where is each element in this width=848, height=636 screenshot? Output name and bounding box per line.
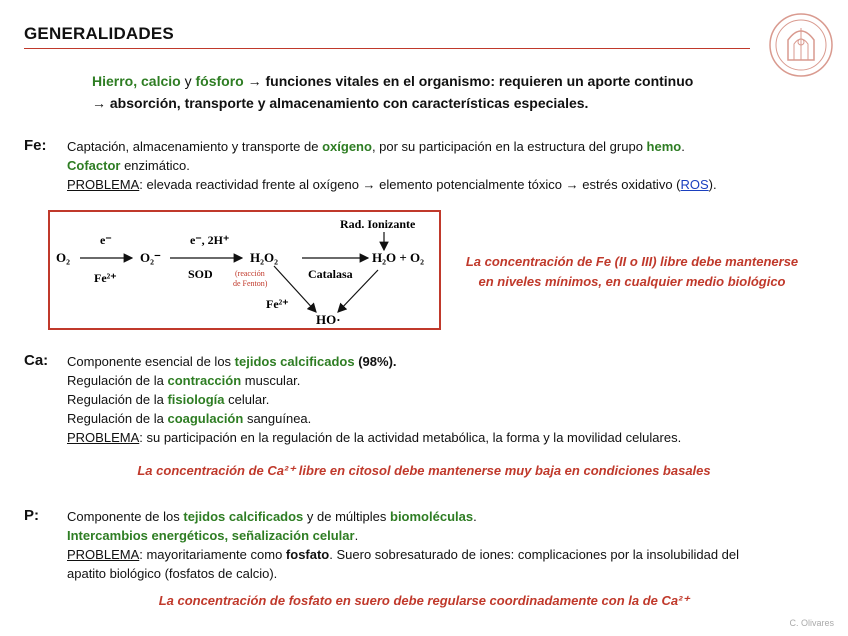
- fenton-label-2: de Fenton): [233, 279, 268, 288]
- author-footer: C. Olivares: [789, 618, 834, 628]
- title-divider: [24, 48, 750, 49]
- intro-line-2: → absorción, transporte y almacenamiento con características especiales.: [92, 95, 589, 111]
- o2-label: O₂: [56, 250, 71, 265]
- page-title: GENERALIDADES: [24, 24, 174, 43]
- fe-tag: Fe:: [24, 137, 47, 154]
- intro-line-1: Hierro, calcio y fósforo → funciones vitales en el organismo: requieren un aporte continuo: [92, 73, 694, 89]
- superoxide-label: O₂⁻: [140, 250, 161, 265]
- ca-tag: Ca:: [24, 352, 49, 369]
- e-label: e⁻: [100, 233, 112, 247]
- fe2-label-1: Fe²⁺: [94, 271, 117, 285]
- hydroxyl-label: HO·: [316, 312, 341, 327]
- ca-note: La concentración de Ca²⁺ libre en citosol debe mantenerse muy baja en condiciones basales: [137, 463, 711, 478]
- intro-block: [92, 70, 693, 114]
- ca-paragraph: Componente esencial de los tejidos calcificados (98%). Regulación de la contracción muscular. Regulación de la fisiología celular. Regulación de la coagulación sanguínea. PROBLEMA: su participación en la regulación de la actividad metabólica, la forma y la movilidad celulares.: [67, 354, 682, 445]
- fe2-label-2: Fe²⁺: [266, 297, 289, 311]
- p-paragraph: Componente de los tejidos calcificados y de múltiples biomoléculas. Intercambios energéticos, señalización celular. PROBLEMA: mayoritariamente como fosfato. Suero sobresaturado de iones: complicaciones por la insolubilidad del apatito biológico (fosfatos de calcio).: [67, 509, 740, 581]
- p-tag: P:: [24, 507, 39, 524]
- reaction-diagram: [48, 210, 441, 330]
- ros-link[interactable]: ROS: [680, 177, 709, 192]
- university-seal-icon: [768, 12, 834, 78]
- sod-label: SOD: [188, 267, 213, 281]
- fenton-label-1: (reacción: [235, 269, 265, 278]
- e-2h-label: e⁻, 2H⁺: [190, 233, 230, 247]
- catalasa-label: Catalasa: [308, 267, 353, 281]
- fe-paragraph: Captación, almacenamiento y transporte de oxígeno, por su participación en la estructura del grupo hemo. Cofactor enzimático. PROBLEMA: elevada reactividad frente al oxígeno → elemento potencialmente tóxico → estrés oxidativo (ROS).: [67, 139, 717, 192]
- rad-ionizante-label: Rad. Ionizante: [340, 217, 416, 231]
- h2o2-label: H₂O₂: [250, 250, 279, 265]
- p-note: La concentración de fosfato en suero debe regularse coordinadamente con la de Ca²⁺: [158, 593, 690, 608]
- fe-note: La concentración de Fe (II o III) libre debe mantenerse en niveles mínimos, en cualquier medio biológico: [465, 254, 799, 289]
- h2o-o2-label: H₂O + O₂: [372, 250, 425, 265]
